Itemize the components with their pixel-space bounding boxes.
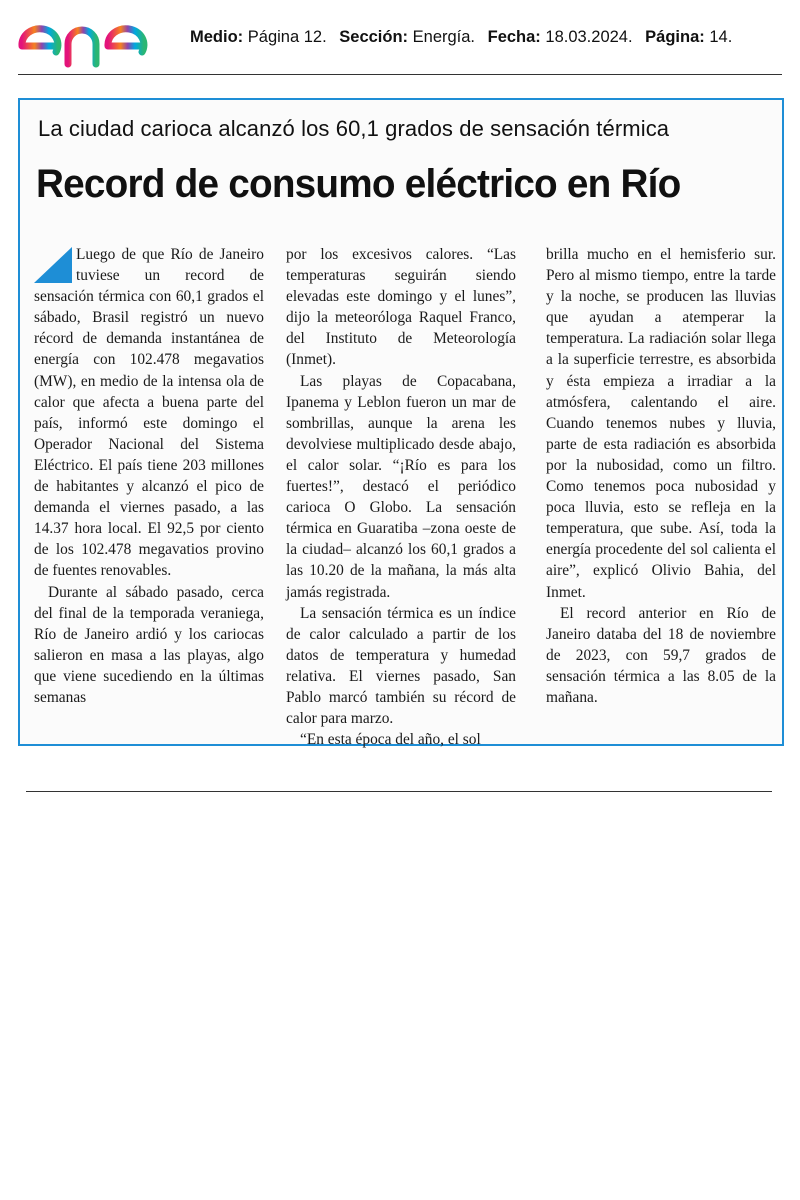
paragraph: Las playas de Copacabana, Ipanema y Leblon fueron un mar de sombrillas, aunque la arena les devolviese multiplicado desde abajo, el calor solar. “¡Río es para los fuertes!”, destacó el periódico carioca O Globo. La sensación térmica en Guaratiba –zona oeste de la ciudad– alcanzó los 60,1 grados a las 10.20 de la mañana, la más alta jamás registrada.	[286, 372, 516, 601]
seccion-label: Sección:	[339, 28, 409, 46]
article-column-3	[546, 244, 776, 708]
page-header	[0, 0, 800, 80]
paragraph: brilla mucho en el hemisferio sur. Pero al mismo tiempo, entre la tarde y la noche, se producen las lluvias que ayudan a atemperar la temperatura. La radiación solar llega a la superficie terrestre, es absorbida y ésta empieza a irradiar a la atmósfera, calentando el aire. Cuando tenemos nubes y lluvia, parte de esta radiación es absorbida por la nubosidad, como un filtro. Como tenemos poca nubosidad y poca lluvia, esto se refleja en la temperatura, que sube. Así, toda la energía procedente del sol calienta el aire”, explicó Olivio Bahia, del Inmet.	[546, 246, 776, 601]
article-headline: Record de consumo eléctrico en Río	[36, 162, 681, 206]
seccion-value: Energía.	[412, 28, 476, 46]
article-body	[34, 244, 776, 749]
paragraph: por los excesivos calores. “Las temperaturas seguirán siendo elevadas este domingo y el lunes”, dijo la meteoróloga Raquel Franco, del Instituto de Meteorología (Inmet).	[286, 246, 516, 369]
fecha-label: Fecha:	[487, 28, 541, 46]
fecha-value: 18.03.2024.	[545, 28, 633, 46]
medio-label: Medio:	[190, 28, 244, 46]
article-kicker: La ciudad carioca alcanzó los 60,1 grados de sensación térmica	[38, 116, 670, 141]
header-divider	[18, 74, 782, 75]
paragraph: La sensación térmica es un índice de calor calculado a partir de los datos de temperatura y humedad relativa. El viernes pasado, San Pablo marcó también su récord de calor para marzo.	[286, 604, 516, 728]
medio-value: Página 12.	[247, 28, 327, 46]
paragraph: “En esta época del año, el sol	[300, 731, 481, 749]
enel-logo	[16, 8, 182, 68]
triangle-drop-icon	[34, 247, 72, 283]
news-clipping	[18, 98, 784, 749]
article-column-1	[34, 244, 264, 708]
footer-divider	[26, 791, 772, 792]
paragraph: Durante al sábado pasado, cerca del final de la temporada veraniega, Río de Janeiro ardió y los cariocas salieron en masa a las playas, algo que viene sucediendo en la últimas semanas	[34, 583, 264, 706]
pagina-value: 14.	[709, 28, 733, 46]
paragraph: El record anterior en Río de Janeiro databa del 18 de noviembre de 2023, con 59,7 grados de sensación térmica a las 8.05 de la mañana.	[546, 604, 776, 706]
paragraph: Luego de que Río de Janeiro tuviese un record de sensación térmica con 60,1 grados el sábado, Brasil registró un nuevo récord de demanda instantánea de energía con 102.478 megavatios (MW), en medio de la intensa ola de calor que afecta a buena parte del país, informó este domingo el Operador Nacional del Sistema Eléctrico. El país tiene 203 millones de habitantes y alcanzó el pico de demanda el viernes pasado, a las 14.37 hora local. El 92,5 por ciento de los 102.478 megavatios provino de fuentes renovables.	[34, 246, 264, 580]
pagina-label: Página:	[645, 28, 705, 46]
article-column-2	[286, 244, 516, 750]
clipping-metadata	[190, 28, 732, 47]
